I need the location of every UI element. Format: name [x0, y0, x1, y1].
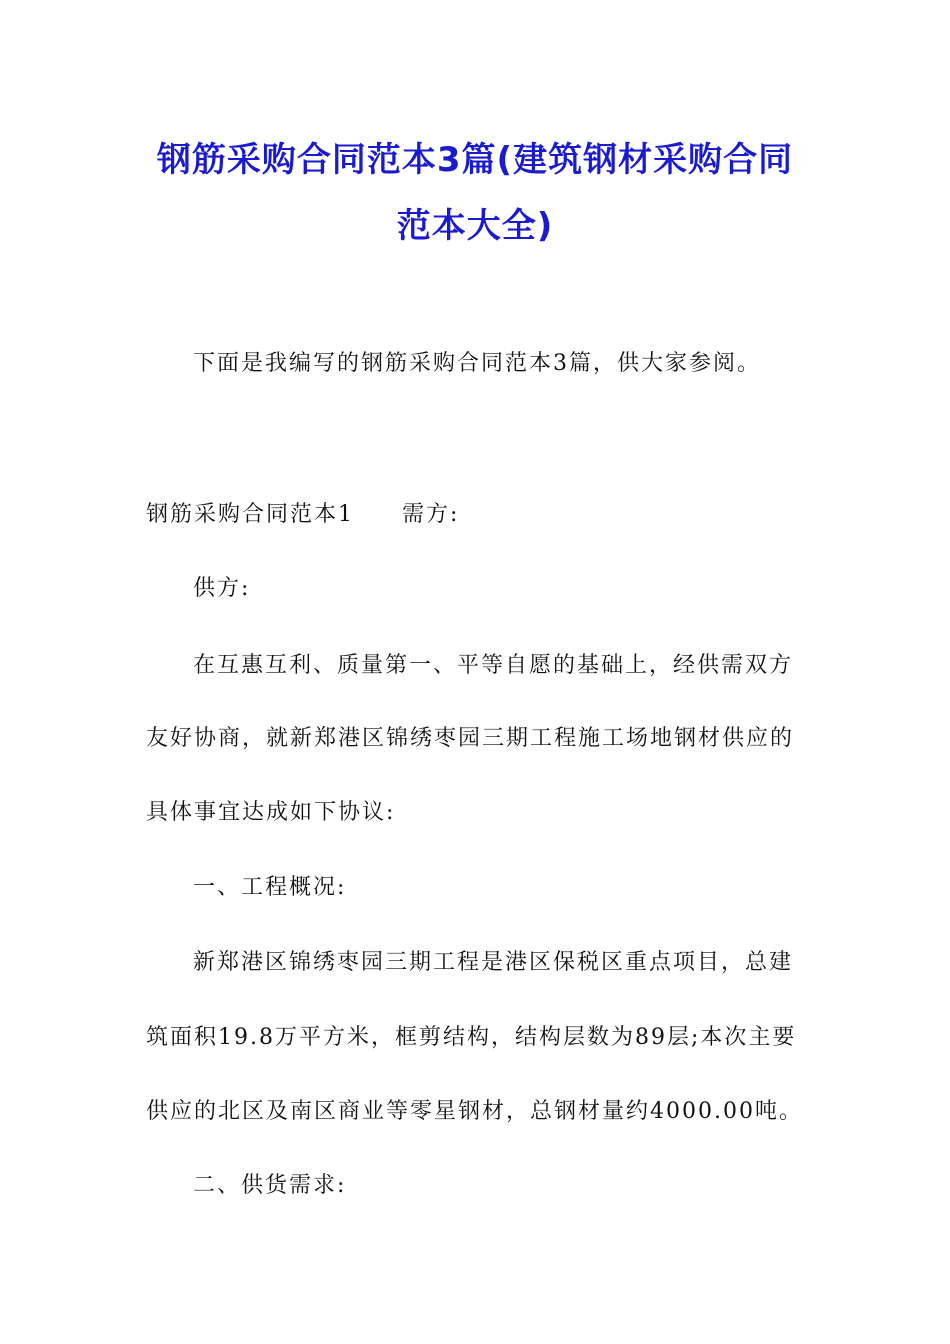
preamble-line-3: 具体事宜达成如下协议:	[146, 800, 396, 825]
clause-1-line-3: 供应的北区及南区商业等零星钢材，总钢材量约4000.00吨。	[146, 1099, 803, 1124]
clause-1-line-2: 筑面积19.8万平方米，框剪结构，结构层数为89层;本次主要	[146, 1025, 797, 1050]
intro-paragraph: 下面是我编写的钢筋采购合同范本3篇，供大家参阅。	[193, 351, 761, 376]
clause-1-line-1: 新郑港区锦绣枣园三期工程是港区保税区重点项目，总建	[193, 950, 794, 975]
section-heading-row	[146, 497, 459, 528]
preamble-line-1: 在互惠互利、质量第一、平等自愿的基础上，经供需双方	[193, 653, 794, 678]
document-title-line-1: 钢筋采购合同范本3篇(建筑钢材采购合同	[156, 140, 794, 180]
document-title-line-2: 范本大全)	[396, 206, 554, 246]
demand-party-label: 需方:	[402, 502, 460, 527]
clause-1-title: 一、工程概况:	[193, 875, 347, 900]
preamble-line-2: 友好协商，就新郑港区锦绣枣园三期工程施工场地钢材供应的	[146, 726, 795, 751]
clause-2-title: 二、供货需求:	[193, 1173, 347, 1198]
supply-party-label: 供方:	[193, 576, 251, 601]
section-heading: 钢筋采购合同范本1	[146, 502, 354, 527]
